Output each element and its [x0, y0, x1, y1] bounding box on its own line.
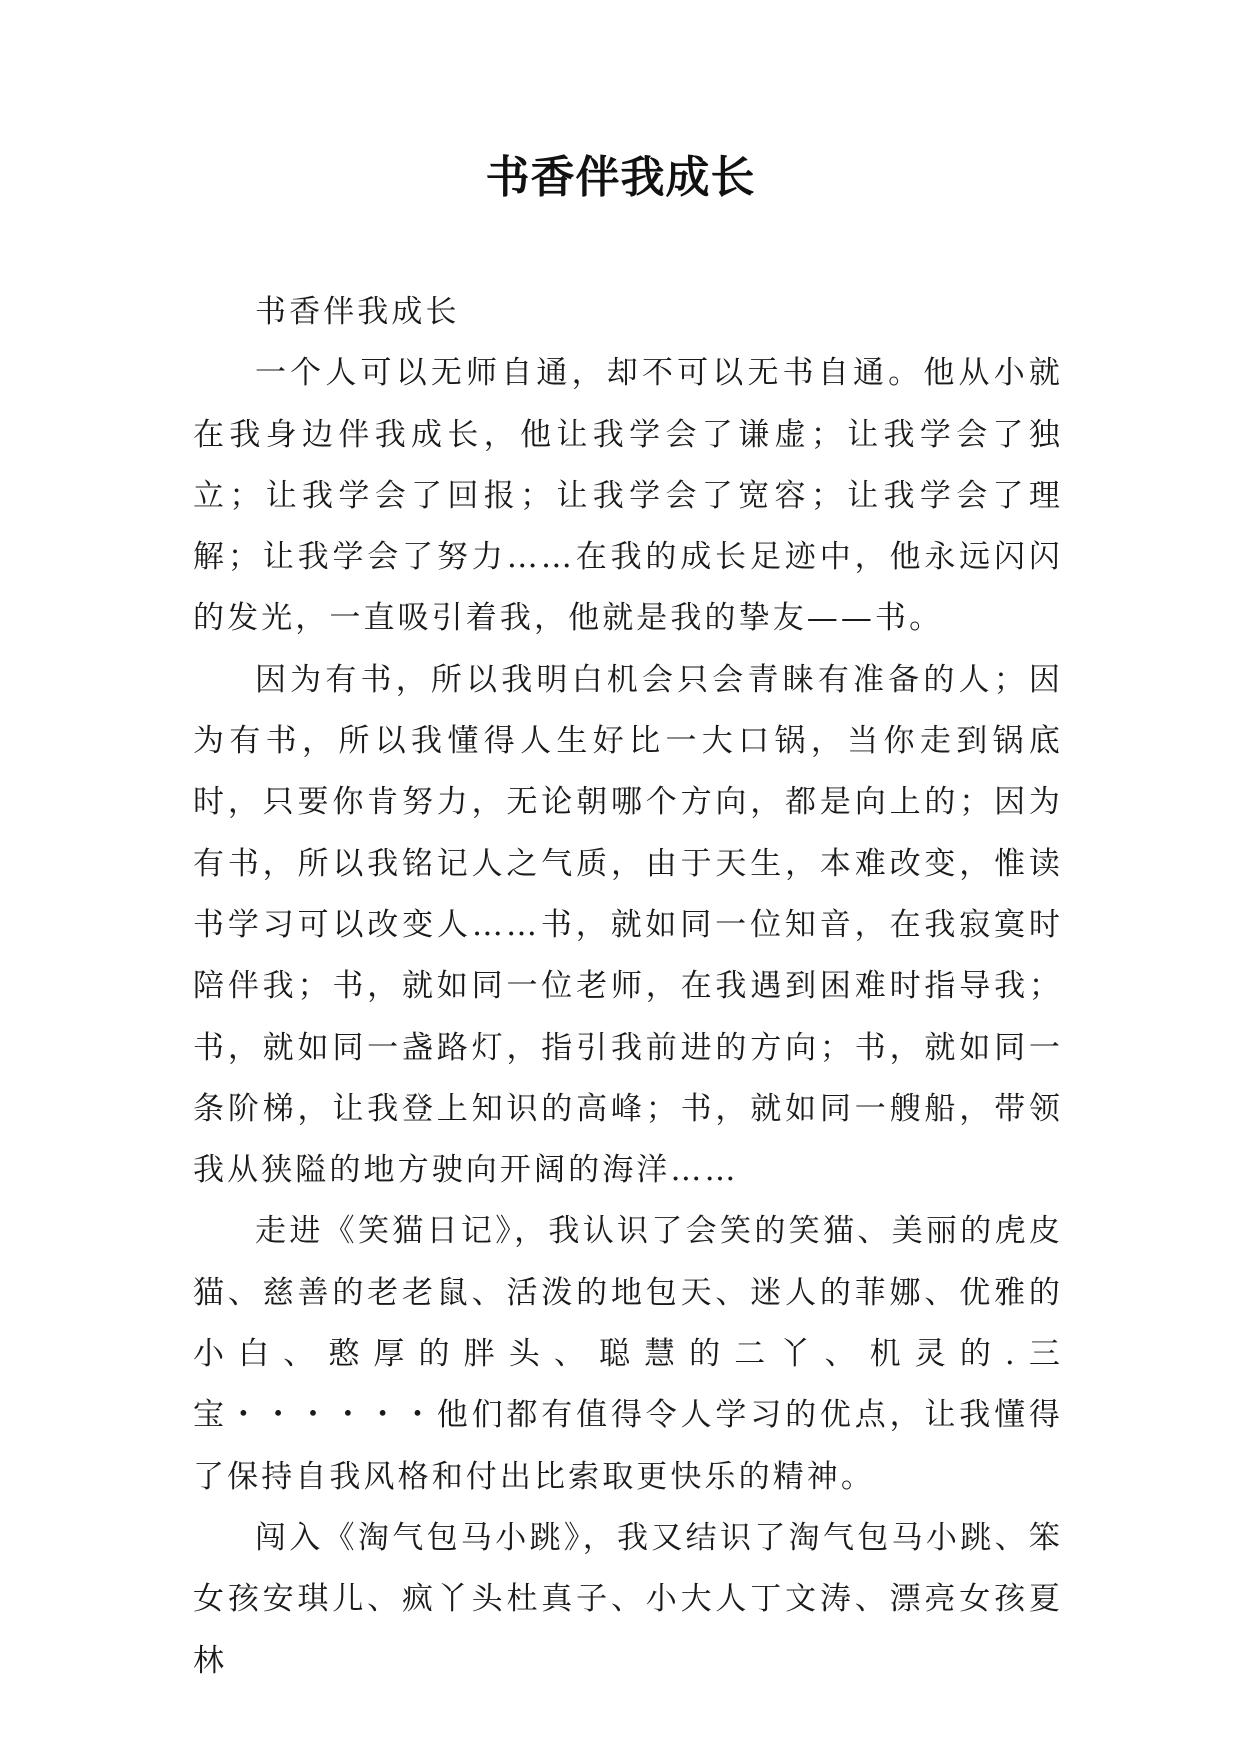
- paragraph-subtitle: 书香伴我成长: [255, 294, 460, 330]
- paragraph: 因为有书，所以我明白机会只会青睐有准备的人；因为有书，所以我懂得人生好比一大口锅，当你走到锅底时，只要你肯努力，无论朝哪个方向，都是向上的；因为有书，所以我铭记人之气质，由于天生，本难改变，惟读书学习可以改变人……书，就如同一位知音，在我寂寞时陪伴我；书，就如同一位老师，在我遇到困难时指导我；书，就如同一盏路灯，指引我前进的方向；书，就如同一条阶梯，让我登上知识的高峰；书，就如同一艘船，带领我从狭隘的地方驶向开阔的海洋……: [193, 661, 1063, 1189]
- paragraph: 一个人可以无师自通，却不可以无书自通。他从小就在我身边伴我成长，他让我学会了谦虚；让我学会了独立；让我学会了回报；让我学会了宽容；让我学会了理解；让我学会了努力……在我的成长足迹中，他永远闪闪的发光，一直吸引着我，他就是我的挚友——书。: [193, 355, 1063, 637]
- document-body: [193, 282, 1063, 1692]
- paragraph: 走进《笑猫日记》，我认识了会笑的笑猫、美丽的虎皮猫、慈善的老老鼠、活泼的地包天、迷人的菲娜、优雅的小白、憨厚的胖头、聪慧的二丫、机灵的.三宝・・・・・・他们都有值得令人学习的优点，让我懂得了保持自我风格和付出比索取更快乐的精神。: [193, 1213, 1063, 1495]
- paragraph: 闯入《淘气包马小跳》，我又结识了淘气包马小跳、笨女孩安琪儿、疯丫头杜真子、小大人丁文涛、漂亮女孩夏林: [193, 1519, 1063, 1679]
- document-title: 书香伴我成长: [485, 152, 756, 203]
